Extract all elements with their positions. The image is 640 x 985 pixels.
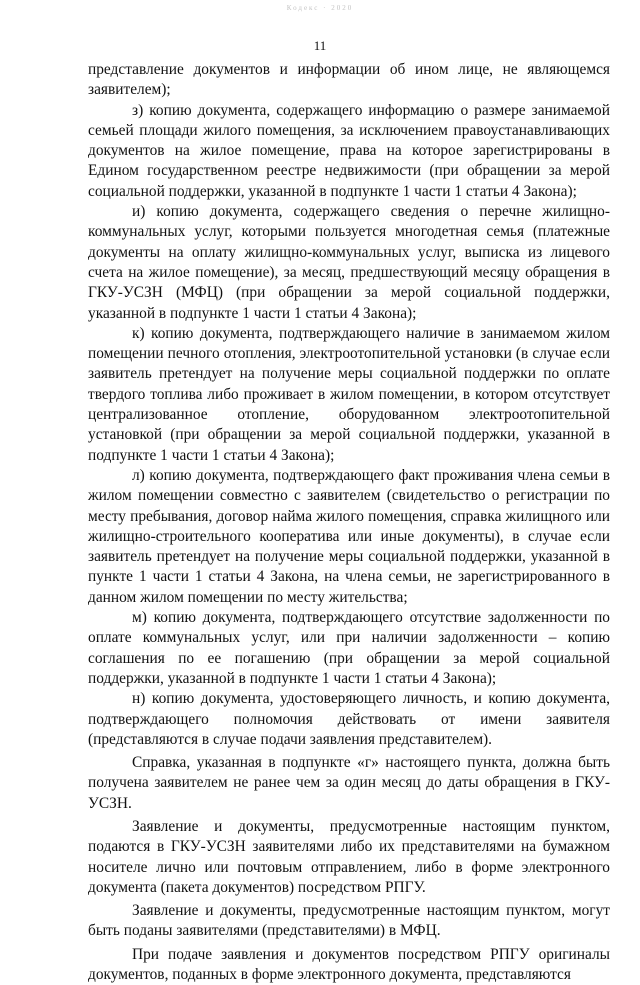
document-body [88,60,610,985]
paragraph-submission-methods: Заявление и документы, предусмотренные настоящим пунктом, подаются в ГКУ-УСЗН заявителями либо их представителями на бумажном носителе лично или почтовым отправлением, либо в форме электронного документа (пакета документов) посредством РПГУ. [88,817,610,896]
paragraph-continuation: представление документов и информации об ином лице, не являющемся заявителем); [88,61,610,99]
header-stamp: Кодекс · 2020 [286,4,354,12]
paragraph-certificate-note: Справка, указанная в подпункте «г» настоящего пункта, должна быть получена заявителем не ранее чем за один месяц до даты обращения в ГКУ-УСЗН. [88,754,610,812]
paragraph-item-z: з) копию документа, содержащего информацию о размере занимаемой семьей площади жилого помещения, за исключением правоустанавливающих документов на жилое помещение, права на которое зарегистрированы в Едином государственном реестре недвижимости (при обращении за мерой социальной поддержки, указанной в подпункте 1 части 1 статьи 4 Закона); [88,101,610,200]
paragraph-item-n: н) копию документа, удостоверяющего личность, и копию документа, подтверждающего полномочия действовать от имени заявителя (представляются в случае подачи заявления представителем). [88,690,610,748]
paragraph-item-k: к) копию документа, подтверждающего наличие в занимаемом жилом помещении печного отопления, электроотопительной установки (в случае если заявитель претендует на получение меры социальной поддержки по оплате твердого топлива либо проживает в жилом помещении, в котором отсутствует централизованное отопление, оборудованном электроотопительной установкой (при обращении за мерой социальной поддержки, указанной в подпункте 1 части 1 статьи 4 Закона); [88,324,610,464]
page-number: 11 [313,38,327,53]
paragraph-item-i: и) копию документа, содержащего сведения о перечне жилищно-коммунальных услуг, которыми пользуется многодетная семья (платежные документы на оплату жилищно-коммунальных услуг, выписка из лицевого счета на жилое помещение), за месяц, предшествующий месяцу обращения в ГКУ-УСЗН (МФЦ) (при обращении за мерой социальной поддержки, указанной в подпункте 1 части 1 статьи 4 Закона); [88,203,610,322]
paragraph-rpgu-originals: При подаче заявления и документов посредством РПГУ оригиналы документов, поданных в форме электронного документа, представляются [88,945,610,984]
paragraph-item-l: л) копию документа, подтверждающего факт проживания члена семьи в жилом помещении совместно с заявителем (свидетельство о регистрации по месту пребывания, договор найма жилого помещения, справка жилищного или жилищно-строительного кооператива или иные документы), в случае если заявитель претендует на получение меры социальной поддержки, указанной в пункте 1 части 1 статьи 4 Закона, на члена семьи, не зарегистрированного в данном жилом помещении по месту жительства; [88,466,610,606]
paragraph-mfc-submission: Заявление и документы, предусмотренные настоящим пунктом, могут быть поданы заявителями (представителями) в МФЦ. [88,902,610,940]
paragraph-item-m: м) копию документа, подтверждающего отсутствие задолженности по оплате коммунальных услуг, или при наличии задолженности – копию соглашения по ее погашению (при обращении за мерой социальной поддержки, указанной в подпункте 1 части 1 статьи 4 Закона); [88,609,610,687]
